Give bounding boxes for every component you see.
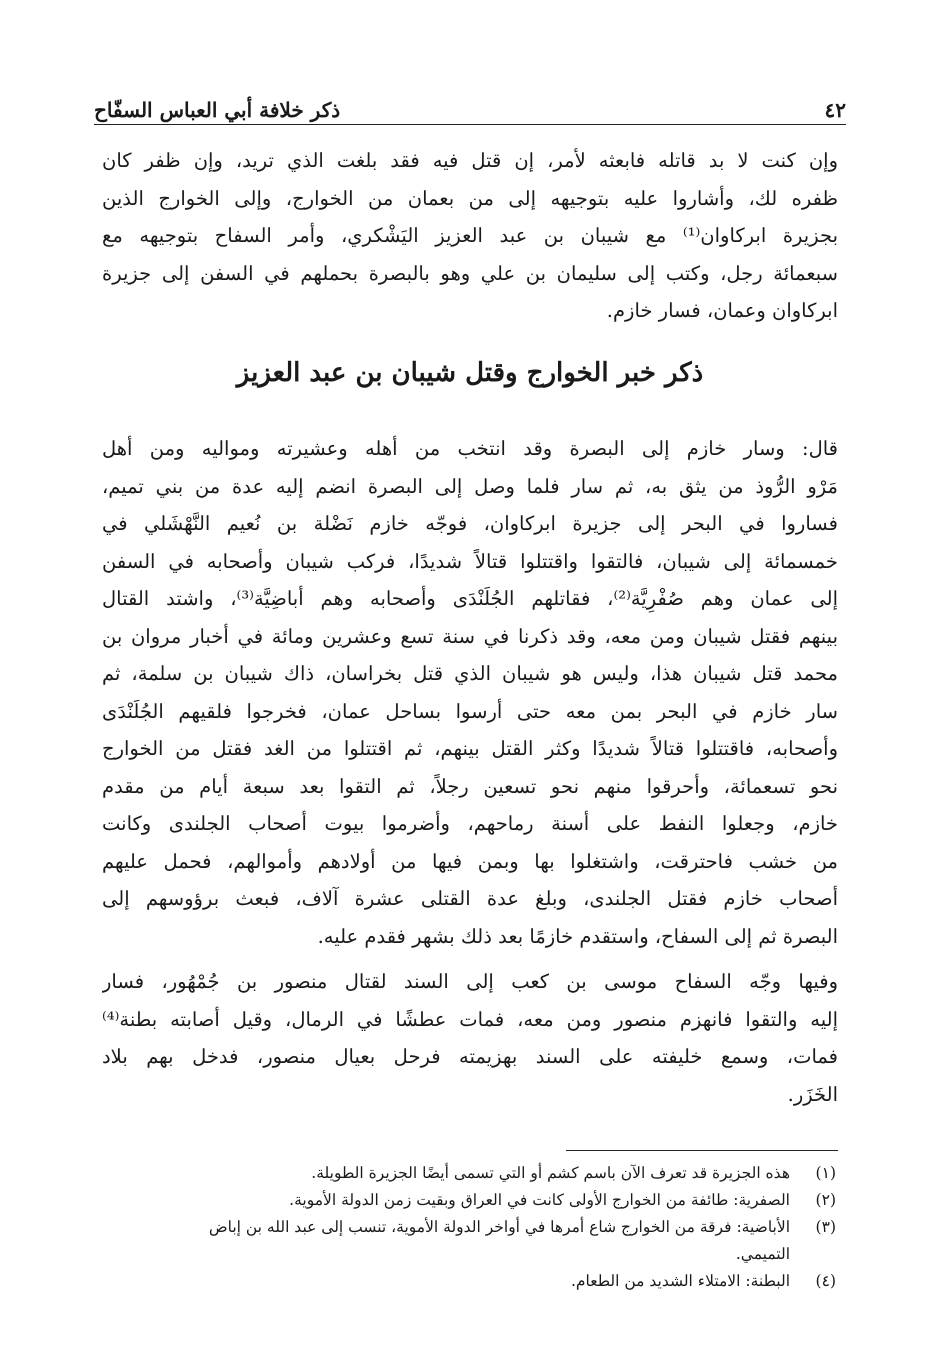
text-line: وفيها وجّه السفاح موسى بن كعب إلى السند لقتال منصور بن جُمْهُور، فسار [102, 970, 838, 993]
text-line: ظفره لك، وأشاروا عليه بتوجيهه إلى من بعمان من الخوارج، وإلى الخوارج الذين [102, 186, 838, 210]
footnote-2 [96, 1187, 836, 1214]
page-number: ٤٢ [824, 98, 846, 122]
running-header [94, 88, 846, 122]
text-line: نحو تسعمائة، وأحرقوا منهم نحو تسعين رجلاً، ثم التقوا بعد سبعة أيام من مقدم [102, 774, 838, 798]
text-line: إليه والتقوا فانهزم منصور ومن معه، فمات عطشًا في الرمال، وقيل أصابته بطنة⁽⁴⁾ [102, 1007, 838, 1031]
footnote-number: (٤) [815, 1272, 836, 1290]
footnote-3-continuation: التميمي. [735, 1245, 790, 1263]
text-line: مَرْو الرُّوذ من يثق به، ثم سار فلما وصل إلى البصرة انضم إليه عدة من بني تميم، [102, 474, 838, 498]
paragraph-1 [102, 142, 838, 330]
text-line: سار خازم في البحر بمن معه حتى أرسوا بساحل عمان، فخرجوا فلقيهم الجُلَنْدَى [102, 699, 838, 723]
header-rule [94, 124, 846, 125]
footnote-text: الأباضية: فرقة من الخوارج شاع أمرها في أواخر الدولة الأموية، تنسب إلى عبد الله بن إباض [208, 1218, 790, 1236]
footnote-rule [566, 1150, 838, 1151]
text-line: أصحاب خازم فقتل الجلندى، وبلغ عدة القتلى عشرة آلاف، فبعث برؤوسهم إلى [102, 887, 838, 910]
footnotes [96, 1160, 836, 1295]
text-line: بجزيرة ابركاوان⁽¹⁾ مع شيبان بن عبد العزيز اليَشْكري، وأمر السفاح بتوجيهه مع [102, 224, 838, 247]
text-line: قال: وسار خازم إلى البصرة وقد انتخب من أهله وعشيرته ومواليه ومن أهل [102, 437, 838, 460]
text-line: إلى عمان وهم صُفْرِيَّة⁽²⁾، فقاتلهم الجُلَنْدَى وأصحابه وهم أباضِيَّة⁽³⁾، واشتد القتال [102, 587, 838, 610]
text-line: وأصحابه، فاقتتلوا قتالاً شديدًا وكثر القتل بينهم، ثم اقتتلوا من الغد فقتل من الخوارج [102, 737, 838, 760]
paragraph-3 [102, 963, 838, 1113]
footnote-number: (١) [815, 1164, 836, 1182]
text-line: البصرة ثم إلى السفاح، واستقدم خازمًا بعد ذلك بشهر فقدم عليه. [317, 924, 838, 948]
text-line: الخَزَر. [787, 1082, 838, 1106]
footnote-3 [96, 1214, 836, 1241]
section-heading: ذكر خبر الخوارج وقتل شيبان بن عبد العزيز [236, 358, 704, 388]
text-line: وإن كنت لا بد قاتله فابعثه لأمر، إن قتل فيه فقد بلغت الذي تريد، وإن ظفر كان [102, 149, 838, 172]
footnote-1 [96, 1160, 836, 1187]
text-line: ابركاوان وعمان، فسار خازم. [606, 299, 838, 322]
footnote-number: (٢) [815, 1191, 836, 1209]
footnote-4 [96, 1268, 836, 1295]
footnote-text: الصفرية: طائفة من الخوارج الأولى كانت في العراق وبقيت زمن الدولة الأموية. [289, 1191, 790, 1209]
text-line: محمد قتل شيبان هذا، وليس هو شيبان الذي قتل بخراسان، ذاك شيبان بن سلمة، ثم [102, 662, 838, 685]
text-line: بينهم فقتل شيبان ومن معه، وقد ذكرنا في سنة تسع وعشرين ومائة في أخبار مروان بن [102, 624, 838, 648]
text-line: سبعمائة رجل، وكتب إلى سليمان بن علي وهو بالبصرة بحملهم في السفن إلى جزيرة [102, 261, 838, 285]
text-line: من خشب فاحترقت، واشتغلوا بها وبمن فيها من أولادهم وأموالهم، فحمل عليهم [102, 849, 838, 873]
text-line: خمسمائة إلى شيبان، فالتقوا واقتتلوا قتالاً شديدًا، فركب شيبان وأصحابه في السفن [102, 549, 838, 573]
text-line: فساروا في البحر إلى جزيرة ابركاوان، فوجّه خازم نَضْلة بن نُعيم النَّهْشَلي في [102, 512, 838, 535]
text-line: خازم، وجعلوا النفط على أسنة رماحهم، وأضرموا بيوت أصحاب الجلندى وكانت [102, 812, 838, 835]
running-title: ذكر خلافة أبي العباس السفّاح [94, 98, 341, 122]
footnote-text: هذه الجزيرة قد تعرف الآن باسم كشم أو التي تسمى أيضًا الجزيرة الطويلة. [311, 1164, 790, 1182]
footnote-text: البطنة: الامتلاء الشديد من الطعام. [570, 1272, 790, 1290]
footnote-number: (٣) [815, 1218, 836, 1236]
paragraph-2 [102, 430, 838, 955]
text-line: فمات، وسمع خليفته على السند بهزيمته فرحل بعيال منصور، فدخل بهم بلاد [102, 1045, 838, 1068]
